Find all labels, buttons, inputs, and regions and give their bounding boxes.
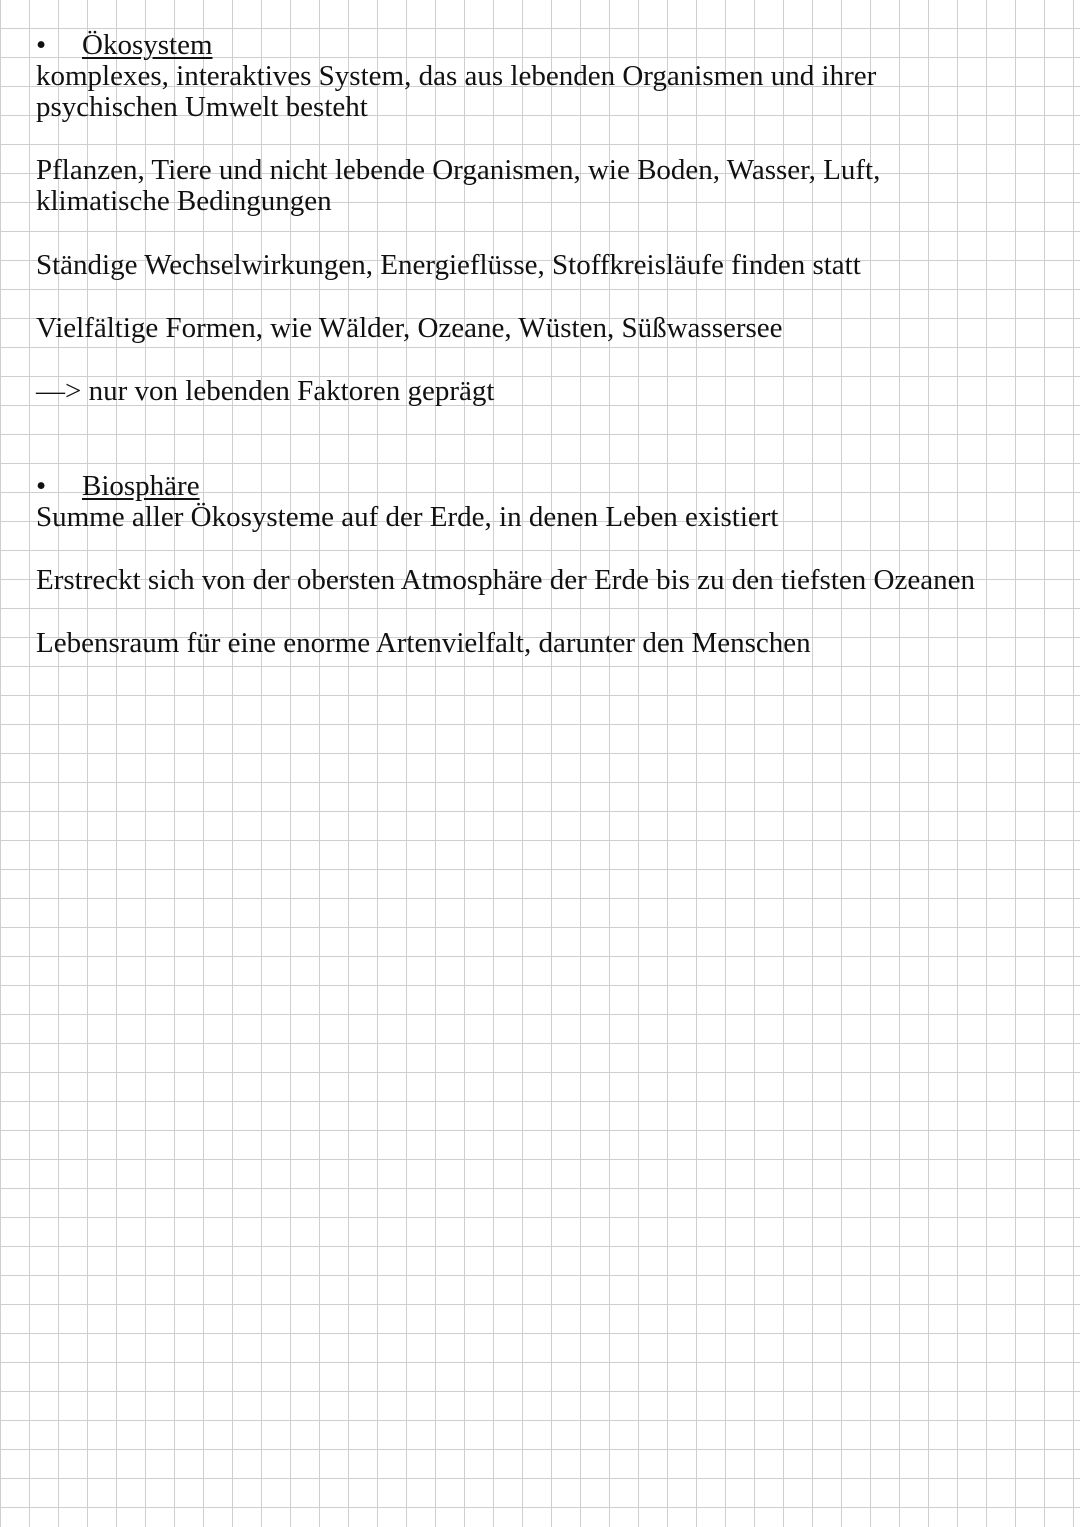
heading-biosphaere: Biosphäre [82, 470, 200, 502]
text-line: komplexes, interaktives System, das aus lebenden Organismen und ihrer [36, 60, 877, 92]
text-line: Pflanzen, Tiere und nicht lebende Organismen, wie Boden, Wasser, Luft, [36, 154, 881, 186]
text-line: Summe aller Ökosysteme auf der Erde, in denen Leben existiert [36, 501, 779, 533]
bullet-icon: • [36, 470, 47, 502]
heading-oekosystem: Ökosystem [82, 29, 213, 61]
text-line: —> nur von lebenden Faktoren geprägt [36, 375, 495, 407]
bullet-icon: • [36, 29, 47, 61]
text-line: klimatische Bedingungen [36, 185, 332, 217]
text-line: Lebensraum für eine enorme Artenvielfalt, darunter den Menschen [36, 627, 811, 659]
text-line: Erstreckt sich von der obersten Atmosphäre der Erde bis zu den tiefsten Ozeanen [36, 564, 975, 596]
text-line: Ständige Wechselwirkungen, Energieflüsse, Stoffkreisläufe finden statt [36, 249, 861, 281]
text-line: Vielfältige Formen, wie Wälder, Ozeane, Wüsten, Süßwassersee [36, 312, 783, 344]
text-line: psychischen Umwelt besteht [36, 91, 368, 123]
